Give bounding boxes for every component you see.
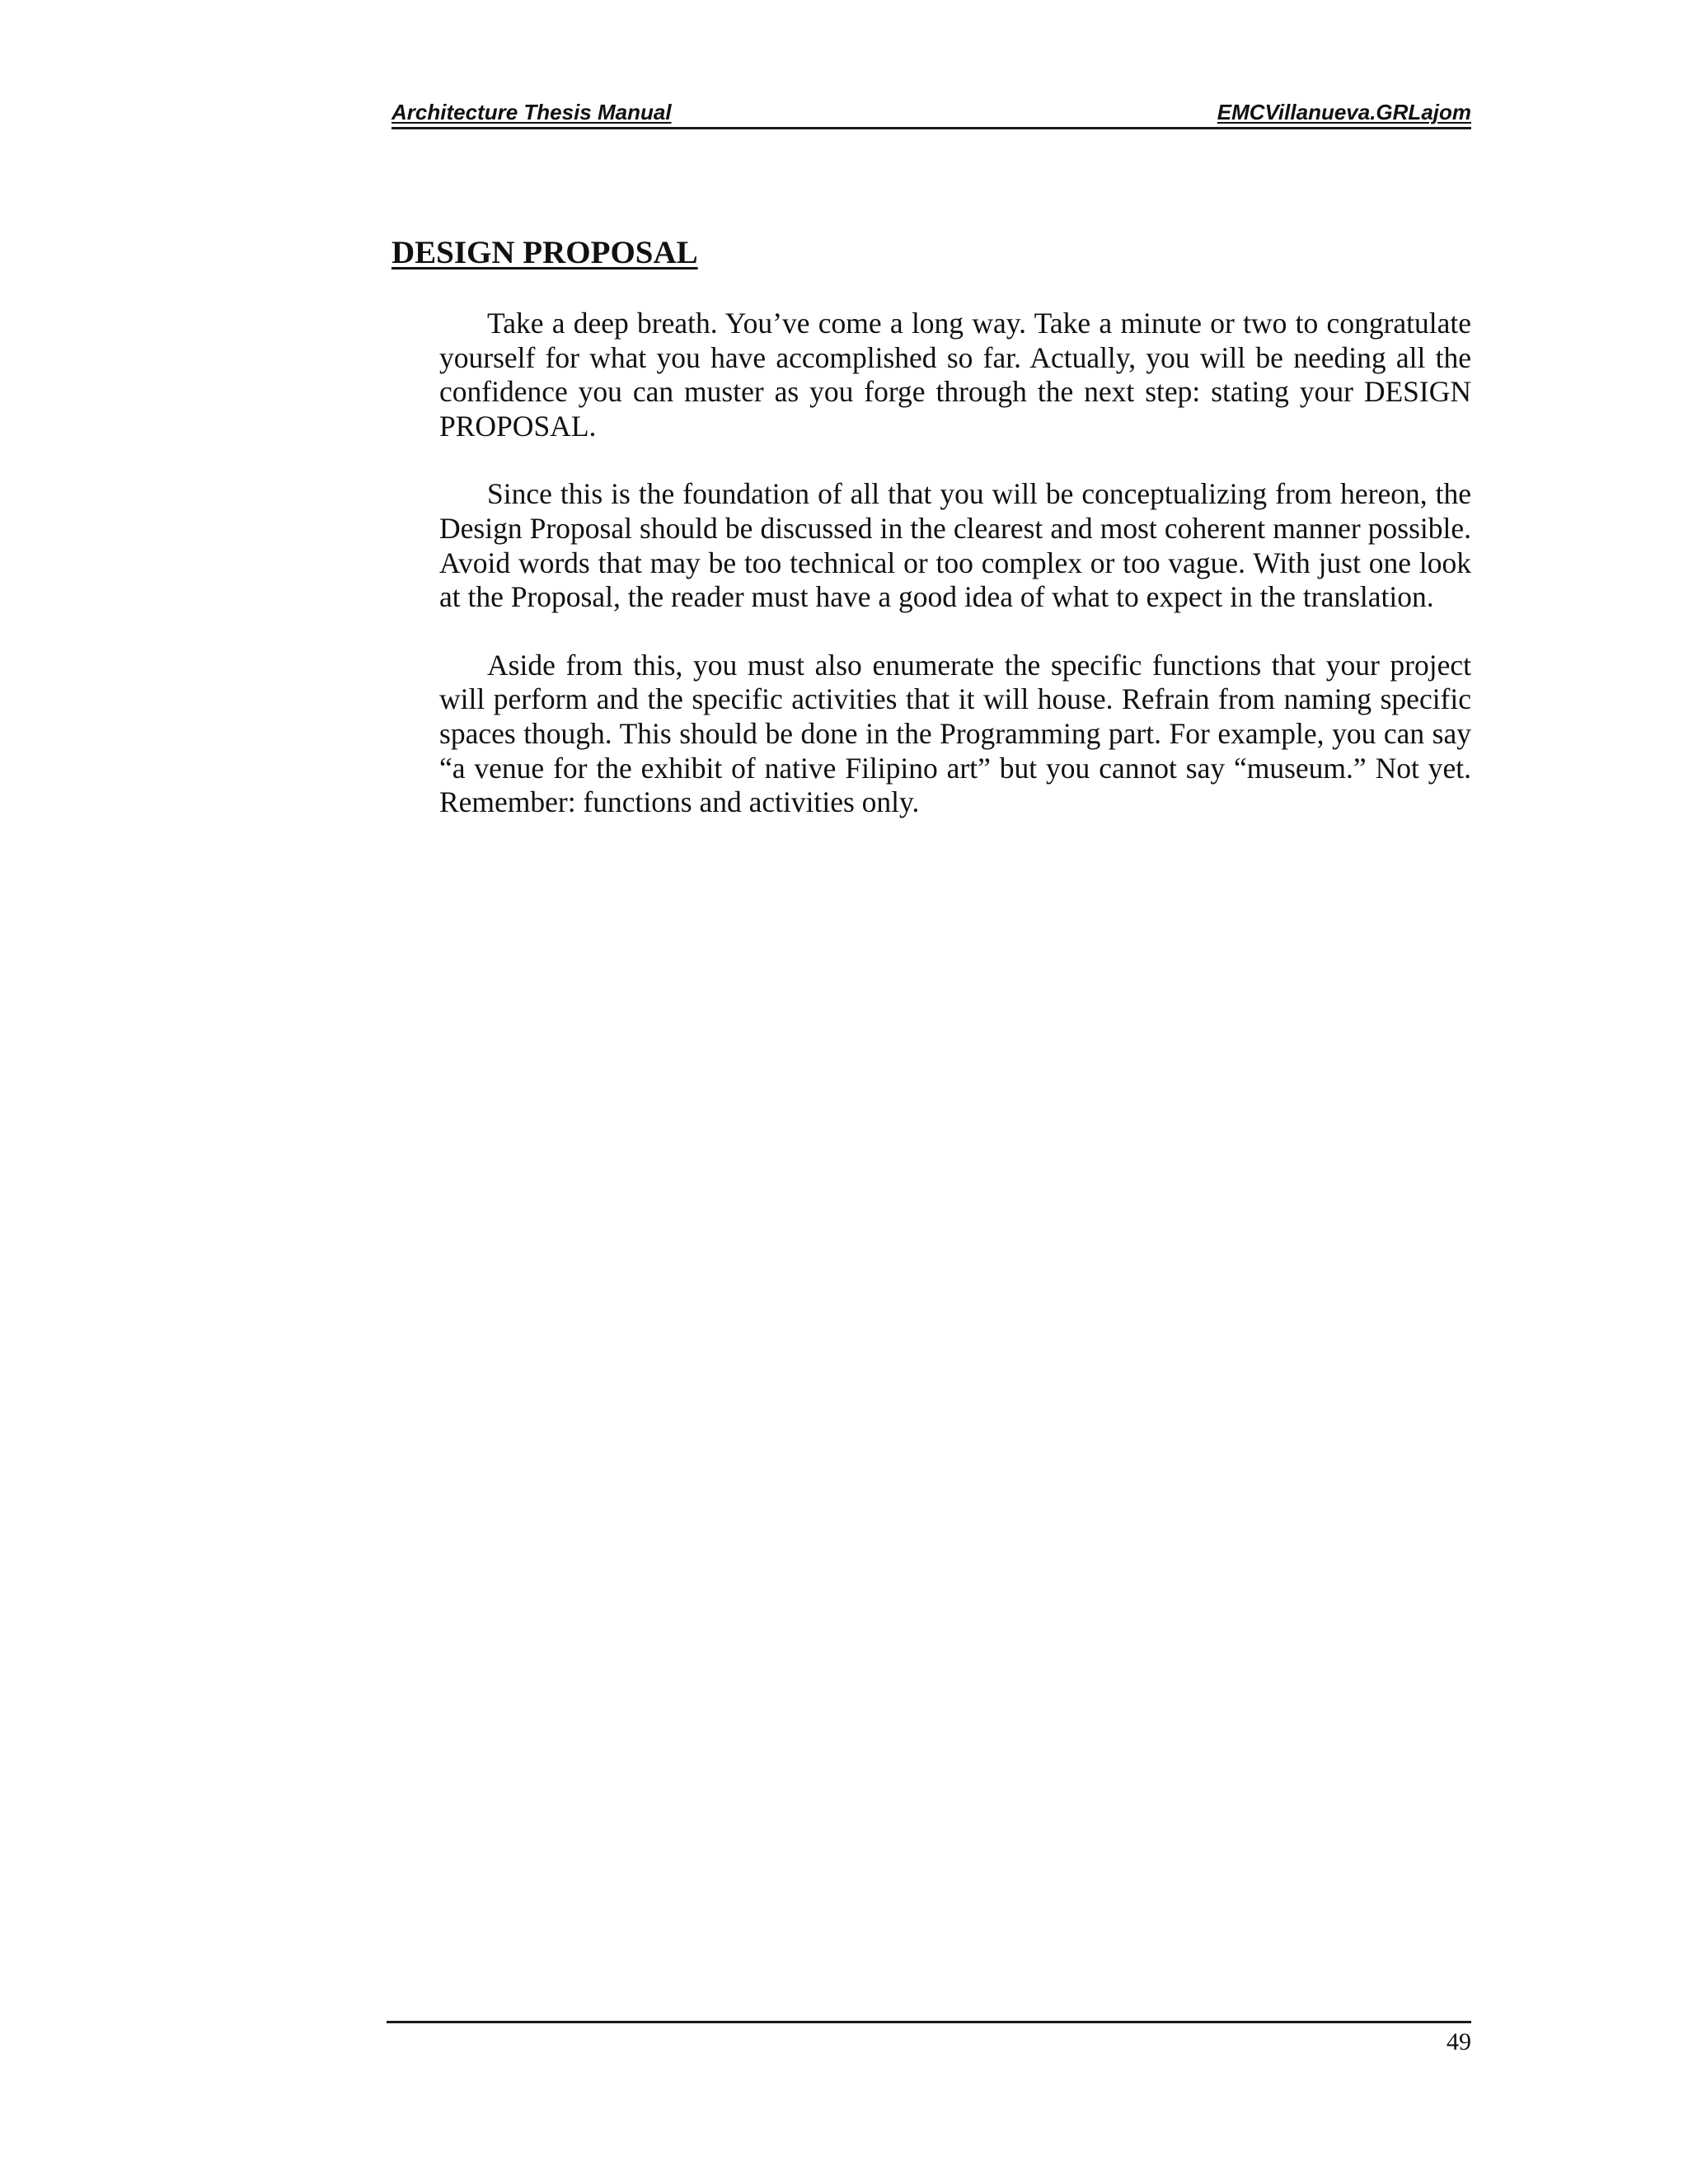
section-title: DESIGN PROPOSAL [392, 235, 698, 270]
paragraph-2: Since this is the foundation of all that you will be conceptualizing from hereon, the Design Proposal should be discussed in the clearest and most coherent manner possible. Avoid words that may be too technical or too complex or too vague. With just one look at the Proposal, the reader must have a good idea of what to expect in the translation. [439, 477, 1471, 614]
header-manual-title: Architecture Thesis Manual [392, 100, 672, 124]
header-authors: EMCVillanueva.GRLajom [1217, 100, 1471, 124]
paragraph-3: Aside from this, you must also enumerate the specific functions that your project will perform and the specific activities that it will house. Refrain from naming specific spaces though. This should be done in the Programming part. For example, you can say “a venue for the exhibit of native Filipino art” but you cannot say “museum.” Not yet. Remember: functions and activities only. [439, 648, 1471, 819]
paragraph-1: Take a deep breath. You’ve come a long way. Take a minute or two to congratulate yourself for what you have accomplished so far. Actually, you will be needing all the confidence you can muster as you forge through the next step: stating your DESIGN PROPOSAL. [439, 307, 1471, 443]
section-body [439, 307, 1471, 854]
running-header [392, 97, 1471, 129]
footer-rule [387, 2021, 1471, 2023]
page-number: 49 [1447, 2028, 1471, 2055]
